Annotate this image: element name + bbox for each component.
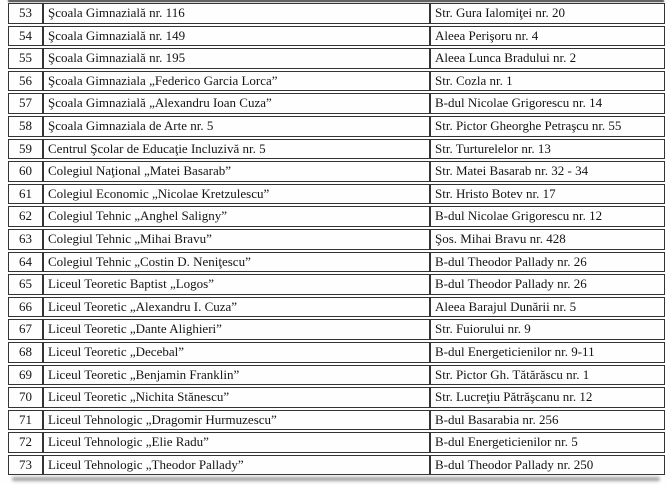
table-row — [8, 274, 665, 295]
row-number-cell: 62 — [8, 206, 43, 227]
table-row — [8, 26, 665, 47]
row-number-cell: 71 — [8, 410, 43, 431]
address-cell: Şos. Mihai Bravu nr. 428 — [430, 229, 665, 250]
school-name-cell: Liceul Teoretic „Alexandru I. Cuza” — [43, 297, 430, 318]
school-name-cell: Şcoala Gimnaziala de Arte nr. 5 — [43, 116, 430, 137]
row-number-cell: 55 — [8, 48, 43, 69]
table-row — [8, 206, 665, 227]
school-name-cell: Colegiul Tehnic „Mihai Bravu” — [43, 229, 430, 250]
table-row — [8, 71, 665, 92]
table-row — [8, 229, 665, 250]
table-row — [8, 48, 665, 69]
address-cell: Str. Fuiorului nr. 9 — [430, 319, 665, 340]
scan-smudge-line — [12, 477, 660, 481]
address-cell: B-dul Nicolae Grigorescu nr. 14 — [430, 93, 665, 114]
row-number-cell: 58 — [8, 116, 43, 137]
row-number-cell: 56 — [8, 71, 43, 92]
school-name-cell: Şcoala Gimnaziala „Federico Garcia Lorca” — [43, 71, 430, 92]
school-name-cell: Liceul Teoretic „Nichita Stănescu” — [43, 387, 430, 408]
address-cell: Str. Hristo Botev nr. 17 — [430, 184, 665, 205]
address-cell: Str. Turturelelor nr. 13 — [430, 139, 665, 160]
table-row — [8, 116, 665, 137]
school-name-cell: Liceul Tehnologic „Theodor Pallady” — [43, 455, 430, 476]
table-row — [8, 3, 665, 24]
address-cell: Aleea Barajul Dunării nr. 5 — [430, 297, 665, 318]
table-row — [8, 410, 665, 431]
address-cell: B-dul Theodor Pallady nr. 26 — [430, 252, 665, 273]
address-cell: Aleea Perişoru nr. 4 — [430, 26, 665, 47]
school-name-cell: Şcoala Gimnazială nr. 149 — [43, 26, 430, 47]
row-number-cell: 57 — [8, 93, 43, 114]
address-cell: B-dul Energeticienilor nr. 9-11 — [430, 342, 665, 363]
address-cell: Str. Cozla nr. 1 — [430, 71, 665, 92]
school-name-cell: Şcoala Gimnazială nr. 195 — [43, 48, 430, 69]
address-cell: Aleea Lunca Bradului nr. 2 — [430, 48, 665, 69]
row-number-cell: 68 — [8, 342, 43, 363]
address-cell: B-dul Nicolae Grigorescu nr. 12 — [430, 206, 665, 227]
school-name-cell: Liceul Teoretic „Decebal” — [43, 342, 430, 363]
school-name-cell: Şcoala Gimnazială nr. 116 — [43, 3, 430, 24]
row-number-cell: 53 — [8, 3, 43, 24]
row-number-cell: 65 — [8, 274, 43, 295]
table-row — [8, 319, 665, 340]
table-row — [8, 455, 665, 476]
school-name-cell: Liceul Tehnologic „Elie Radu” — [43, 432, 430, 453]
school-name-cell: Şcoala Gimnazială „Alexandru Ioan Cuza” — [43, 93, 430, 114]
row-number-cell: 60 — [8, 161, 43, 182]
address-cell: B-dul Basarabia nr. 256 — [430, 410, 665, 431]
schools-table — [8, 1, 665, 477]
address-cell: Str. Pictor Gh. Tătărăscu nr. 1 — [430, 365, 665, 386]
table-row — [8, 365, 665, 386]
table-row — [8, 432, 665, 453]
address-cell: Str. Gura Ialomiţei nr. 20 — [430, 3, 665, 24]
row-number-cell: 70 — [8, 387, 43, 408]
row-number-cell: 63 — [8, 229, 43, 250]
address-cell: B-dul Energeticienilor nr. 5 — [430, 432, 665, 453]
row-number-cell: 54 — [8, 26, 43, 47]
row-number-cell: 73 — [8, 455, 43, 476]
table-row — [8, 387, 665, 408]
school-name-cell: Colegiul Tehnic „Anghel Saligny” — [43, 206, 430, 227]
school-name-cell: Colegiul Tehnic „Costin D. Neniţescu” — [43, 252, 430, 273]
row-number-cell: 59 — [8, 139, 43, 160]
row-number-cell: 67 — [8, 319, 43, 340]
table-row — [8, 297, 665, 318]
school-name-cell: Liceul Teoretic Baptist „Logos” — [43, 274, 430, 295]
row-number-cell: 66 — [8, 297, 43, 318]
table-row — [8, 93, 665, 114]
schools-table-body — [8, 3, 665, 475]
table-row — [8, 161, 665, 182]
school-name-cell: Colegiul Naţional „Matei Basarab” — [43, 161, 430, 182]
row-number-cell: 69 — [8, 365, 43, 386]
address-cell: B-dul Theodor Pallady nr. 26 — [430, 274, 665, 295]
table-row — [8, 139, 665, 160]
row-number-cell: 61 — [8, 184, 43, 205]
school-name-cell: Colegiul Economic „Nicolae Kretzulescu” — [43, 184, 430, 205]
school-name-cell: Liceul Teoretic „Benjamin Franklin” — [43, 365, 430, 386]
table-row — [8, 184, 665, 205]
school-name-cell: Liceul Teoretic „Dante Alighieri” — [43, 319, 430, 340]
row-number-cell: 72 — [8, 432, 43, 453]
address-cell: Str. Pictor Gheorghe Petraşcu nr. 55 — [430, 116, 665, 137]
school-name-cell: Centrul Şcolar de Educaţie Incluzivă nr. 5 — [43, 139, 430, 160]
address-cell: B-dul Theodor Pallady nr. 250 — [430, 455, 665, 476]
row-number-cell: 64 — [8, 252, 43, 273]
table-row — [8, 342, 665, 363]
address-cell: Str. Matei Basarab nr. 32 - 34 — [430, 161, 665, 182]
table-row — [8, 252, 665, 273]
school-name-cell: Liceul Tehnologic „Dragomir Hurmuzescu” — [43, 410, 430, 431]
address-cell: Str. Lucreţiu Pătrăşcanu nr. 12 — [430, 387, 665, 408]
